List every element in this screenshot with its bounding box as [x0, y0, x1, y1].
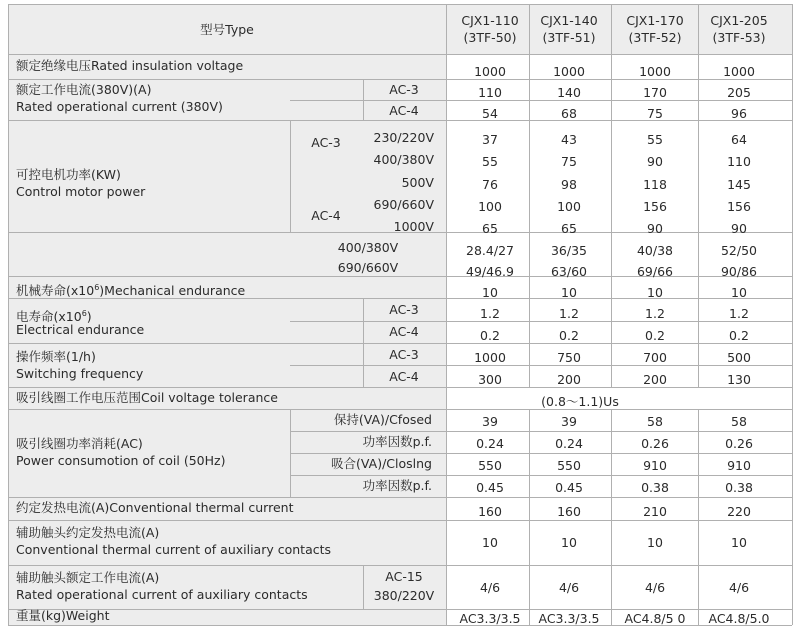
row-label — [16, 280, 245, 298]
value-cell: 100 — [557, 199, 581, 214]
value-cell: 910 — [727, 458, 751, 473]
row-divider — [290, 453, 792, 454]
sub-label: 保持(VA)/Cfosed — [333, 412, 432, 427]
sub-label: 功率因数p.f. — [362, 478, 432, 493]
superscript: 6 — [81, 309, 87, 318]
value-cell: 140 — [557, 85, 581, 100]
model-name: CJX1-170 — [626, 13, 684, 28]
value-cell: 1.2 — [645, 306, 665, 321]
category-label: AC-15 — [385, 569, 423, 584]
row-label-cn: 操作频率(1/h) — [16, 349, 96, 364]
value-cell: 4/6 — [728, 580, 750, 595]
model-code: (3TF-53) — [712, 30, 766, 45]
value-cell: 156 — [643, 199, 667, 214]
value-cell: 52/50 — [720, 243, 758, 258]
value-cell: 0.2 — [480, 328, 500, 343]
column-divider — [698, 409, 699, 625]
voltage-label: 400/380V — [337, 240, 399, 255]
value-cell: 220 — [727, 504, 751, 519]
value-cell: 300 — [478, 372, 502, 387]
value-cell: 10 — [561, 285, 577, 300]
value-cell: 0.2 — [729, 328, 749, 343]
column-divider — [611, 4, 612, 387]
value-cell: 0.2 — [645, 328, 665, 343]
row-label-cn: 吸引线圈功率消耗(AC) — [16, 436, 143, 451]
value-cell: 96 — [731, 106, 747, 121]
value-cell: 90 — [731, 221, 747, 236]
sub-label: 吸合(VA)/Closlng — [331, 456, 432, 471]
value-cell-merged: (0.8～1.1)Us — [541, 394, 619, 409]
value-cell: 1000 — [474, 64, 506, 79]
value-cell: 4/6 — [644, 580, 666, 595]
value-cell: 36/35 — [550, 243, 588, 258]
value-cell: 90/86 — [720, 264, 758, 279]
row-label-cn: 辅助触头约定发热电流(A) — [16, 525, 160, 540]
category-label: 380/220V — [373, 588, 435, 603]
category-label: AC-4 — [389, 369, 419, 384]
row-shading — [8, 4, 792, 54]
category-label: AC-3 — [389, 347, 419, 362]
label-text: 机械寿命(x10 — [16, 283, 95, 299]
column-divider — [792, 4, 793, 625]
model-code: (3TF-52) — [628, 30, 682, 45]
value-cell: 110 — [727, 154, 751, 169]
value-cell: 110 — [478, 85, 502, 100]
row-label: 吸引线圈工作电压范围Coil voltage tolerance — [16, 390, 278, 405]
value-cell: 10 — [482, 285, 498, 300]
value-cell: 37 — [482, 132, 498, 147]
sub-label: 功率因数p.f. — [362, 434, 432, 449]
row-label: 重量(kg)Weight — [16, 608, 110, 623]
column-divider — [611, 409, 612, 625]
value-cell: 55 — [647, 132, 663, 147]
value-cell: 10 — [482, 535, 498, 550]
row-label-en: Control motor power — [16, 184, 146, 199]
value-cell: 550 — [478, 458, 502, 473]
value-cell: 145 — [727, 177, 751, 192]
row-label-cn: 可控电机功率(KW) — [16, 167, 121, 182]
value-cell: 63/60 — [550, 264, 588, 279]
value-cell: 910 — [643, 458, 667, 473]
value-cell: AC4.8/5.0 — [708, 611, 770, 626]
value-cell: 170 — [643, 85, 667, 100]
column-divider — [8, 4, 9, 625]
value-cell: 0.38 — [725, 480, 753, 495]
value-cell: 1000 — [553, 64, 585, 79]
row-divider — [8, 276, 792, 277]
column-divider — [529, 4, 530, 387]
row-label-en: Electrical endurance — [16, 322, 145, 337]
value-cell: 1.2 — [559, 306, 579, 321]
row-divider — [290, 431, 792, 432]
row-divider — [290, 475, 792, 476]
model-name: CJX1-205 — [710, 13, 768, 28]
value-cell: 90 — [647, 154, 663, 169]
row-label-en: Rated operational current of auxiliary contacts — [16, 587, 308, 602]
value-cell: 10 — [647, 285, 663, 300]
value-cell: 550 — [557, 458, 581, 473]
value-cell: 200 — [557, 372, 581, 387]
value-cell: 0.24 — [555, 436, 583, 451]
value-cell: 205 — [727, 85, 751, 100]
row-divider — [8, 409, 792, 410]
value-cell: 75 — [561, 154, 577, 169]
column-divider — [446, 4, 447, 625]
row-divider — [8, 4, 792, 5]
value-cell: 28.4/27 — [466, 243, 514, 258]
value-cell: 210 — [643, 504, 667, 519]
value-cell: 100 — [478, 199, 502, 214]
value-cell: 65 — [561, 221, 577, 236]
voltage-label: 400/380V — [373, 152, 434, 167]
voltage-label: 690/660V — [373, 197, 434, 212]
category-label: AC-3 — [311, 135, 341, 150]
value-cell: 160 — [478, 504, 502, 519]
value-cell: 98 — [561, 177, 577, 192]
column-header-type: 型号Type — [200, 22, 254, 37]
category-label: AC-3 — [389, 82, 419, 97]
row-divider — [8, 120, 792, 121]
value-cell: 10 — [561, 535, 577, 550]
value-cell: 160 — [557, 504, 581, 519]
value-cell: 55 — [482, 154, 498, 169]
row-label-cn: 辅助触头额定工作电流(A) — [16, 570, 160, 585]
value-cell: 156 — [727, 199, 751, 214]
label-text: 电寿命(x10 — [16, 309, 82, 325]
value-cell: 1000 — [723, 64, 755, 79]
value-cell: 10 — [647, 535, 663, 550]
value-cell: AC4.8/5 0 — [624, 611, 686, 626]
row-divider — [8, 79, 792, 80]
row-label: 额定绝缘电压Rated insulation voltage — [16, 58, 244, 73]
column-divider — [290, 409, 291, 497]
value-cell: 1000 — [474, 350, 506, 365]
label-text: )Mechanical endurance — [99, 283, 246, 299]
value-cell: AC3.3/3.5 — [538, 611, 600, 626]
value-cell: 69/66 — [636, 264, 674, 279]
row-divider — [8, 343, 792, 344]
value-cell: 4/6 — [479, 580, 501, 595]
value-cell: 54 — [482, 106, 498, 121]
value-cell: 0.26 — [641, 436, 669, 451]
category-label: AC-4 — [389, 324, 419, 339]
voltage-label: 500V — [401, 175, 434, 190]
row-label-en: Conventional thermal current of auxiliary contacts — [16, 542, 332, 557]
category-label: AC-3 — [389, 302, 419, 317]
value-cell: 0.45 — [476, 480, 504, 495]
value-cell: 0.24 — [476, 436, 504, 451]
column-divider — [363, 79, 364, 120]
value-cell: 43 — [561, 132, 577, 147]
value-cell: 0.38 — [641, 480, 669, 495]
value-cell: 200 — [643, 372, 667, 387]
value-cell: 118 — [643, 177, 667, 192]
superscript: 6 — [94, 283, 100, 292]
row-label: 约定发热电流(A)Conventional thermal current — [16, 500, 294, 515]
column-divider — [698, 4, 699, 387]
row-label-en: Rated operational current (380V) — [16, 99, 223, 114]
category-label: AC-4 — [389, 103, 419, 118]
voltage-label: 1000V — [393, 219, 434, 234]
column-divider — [363, 298, 364, 387]
column-divider — [529, 409, 530, 625]
value-cell: 0.45 — [555, 480, 583, 495]
voltage-label: 230/220V — [373, 130, 434, 145]
row-divider — [8, 565, 792, 566]
row-label-en: Switching frequency — [16, 366, 144, 381]
value-cell: 4/6 — [558, 580, 580, 595]
value-cell: 700 — [643, 350, 667, 365]
row-divider — [290, 321, 792, 322]
value-cell: 0.26 — [725, 436, 753, 451]
value-cell: 1.2 — [729, 306, 749, 321]
row-divider — [8, 387, 792, 388]
value-cell: 750 — [557, 350, 581, 365]
value-cell: 0.2 — [559, 328, 579, 343]
row-divider — [8, 520, 792, 521]
value-cell: AC3.3/3.5 — [459, 611, 521, 626]
row-divider — [290, 365, 792, 366]
value-cell: 39 — [482, 414, 498, 429]
value-cell: 65 — [482, 221, 498, 236]
value-cell: 75 — [647, 106, 663, 121]
label-text: ) — [86, 309, 92, 325]
row-label-cn: 额定工作电流(380V)(A) — [16, 82, 152, 97]
column-divider — [363, 565, 364, 609]
value-cell: 64 — [731, 132, 747, 147]
row-divider — [8, 609, 792, 610]
spec-table — [8, 4, 792, 625]
value-cell: 68 — [561, 106, 577, 121]
row-divider — [8, 54, 792, 55]
value-cell: 58 — [731, 414, 747, 429]
row-divider — [8, 497, 792, 498]
value-cell: 1000 — [639, 64, 671, 79]
model-name: CJX1-110 — [461, 13, 519, 28]
value-cell: 90 — [647, 221, 663, 236]
model-code: (3TF-51) — [542, 30, 596, 45]
row-label-en: Power consumotion of coil (50Hz) — [16, 453, 226, 468]
value-cell: 49/46.9 — [466, 264, 514, 279]
value-cell: 500 — [727, 350, 751, 365]
value-cell: 76 — [482, 177, 498, 192]
value-cell: 1.2 — [480, 306, 500, 321]
row-divider — [290, 100, 792, 101]
column-divider — [290, 120, 291, 232]
value-cell: 40/38 — [636, 243, 674, 258]
value-cell: 10 — [731, 535, 747, 550]
voltage-label: 690/660V — [337, 260, 399, 275]
value-cell: 130 — [727, 372, 751, 387]
value-cell: 10 — [731, 285, 747, 300]
category-label: AC-4 — [311, 208, 341, 223]
value-cell: 39 — [561, 414, 577, 429]
value-cell: 58 — [647, 414, 663, 429]
model-name: CJX1-140 — [540, 13, 598, 28]
model-code: (3TF-50) — [463, 30, 517, 45]
